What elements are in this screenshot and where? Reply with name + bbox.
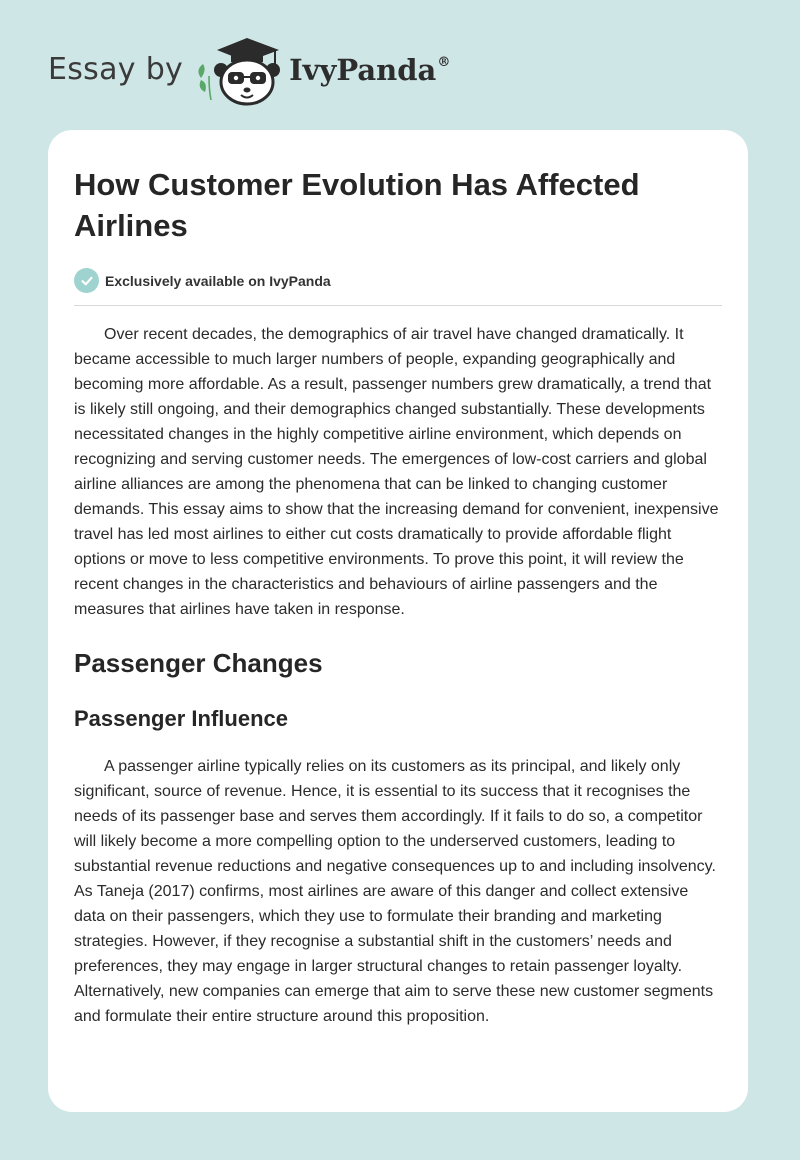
divider xyxy=(74,305,722,306)
exclusive-badge xyxy=(74,268,722,293)
check-circle-icon xyxy=(74,268,99,293)
body-paragraph: A passenger airline typically relies on its customers as its principal, and likely only significant, source of revenue. Hence, it is essential to its success that it recognises the needs of its passenger base and serves them accordingly. If it fails to do so, a competitor will likely become a more compelling option to the underserved customers, leading to substantial revenue reductions and negative consequences up to and including insolvency. As Taneja (2017) confirms, most airlines are aware of this danger and collect extensive data on their passengers, which they use to formulate their branding and marketing strategies. However, if they recognise a substantial shift in the customers’ needs and preferences, they may engage in larger structural changes to retain passenger loyalty. Alternatively, new companies can emerge that aim to serve these new customer segments and formulate their entire structure around this proposition. xyxy=(74,758,716,1025)
essay-by-label: Essay by xyxy=(48,51,184,87)
section-heading: Passenger Changes xyxy=(74,648,323,678)
ivypanda-logo-icon[interactable] xyxy=(195,36,287,106)
exclusive-badge-label: Exclusively available on IvyPanda xyxy=(105,272,331,289)
registered-mark: ® xyxy=(437,55,451,70)
subsection-heading: Passenger Influence xyxy=(74,706,288,731)
essay-title: How Customer Evolution Has Affected Airlines xyxy=(74,167,640,243)
site-header xyxy=(48,36,450,106)
essay-card xyxy=(48,130,748,1112)
brand-name[interactable] xyxy=(289,53,450,87)
intro-paragraph: Over recent decades, the demographics of air travel have changed dramatically. It became accessible to much larger numbers of people, expanding geographically and becoming more affordable. As a result, passenger numbers grew dramatically, a trend that is likely still ongoing, and their demographics changed substantially. These developments necessitated changes in the highly competitive airline environment, which depends on recognizing and serving customer needs. The emergences of low-cost carriers and global airline alliances are among the phenomena that can be linked to changing customer demands. This essay aims to show that the increasing demand for convenient, inexpensive travel has led most airlines to either cut costs dramatically to provide affordable flight options or move to less competitive environments. To prove this point, it will review the recent changes in the characteristics and behaviours of airline passengers and the measures that airlines have taken in response. xyxy=(74,326,719,618)
brand-text: IvyPanda xyxy=(289,53,437,87)
